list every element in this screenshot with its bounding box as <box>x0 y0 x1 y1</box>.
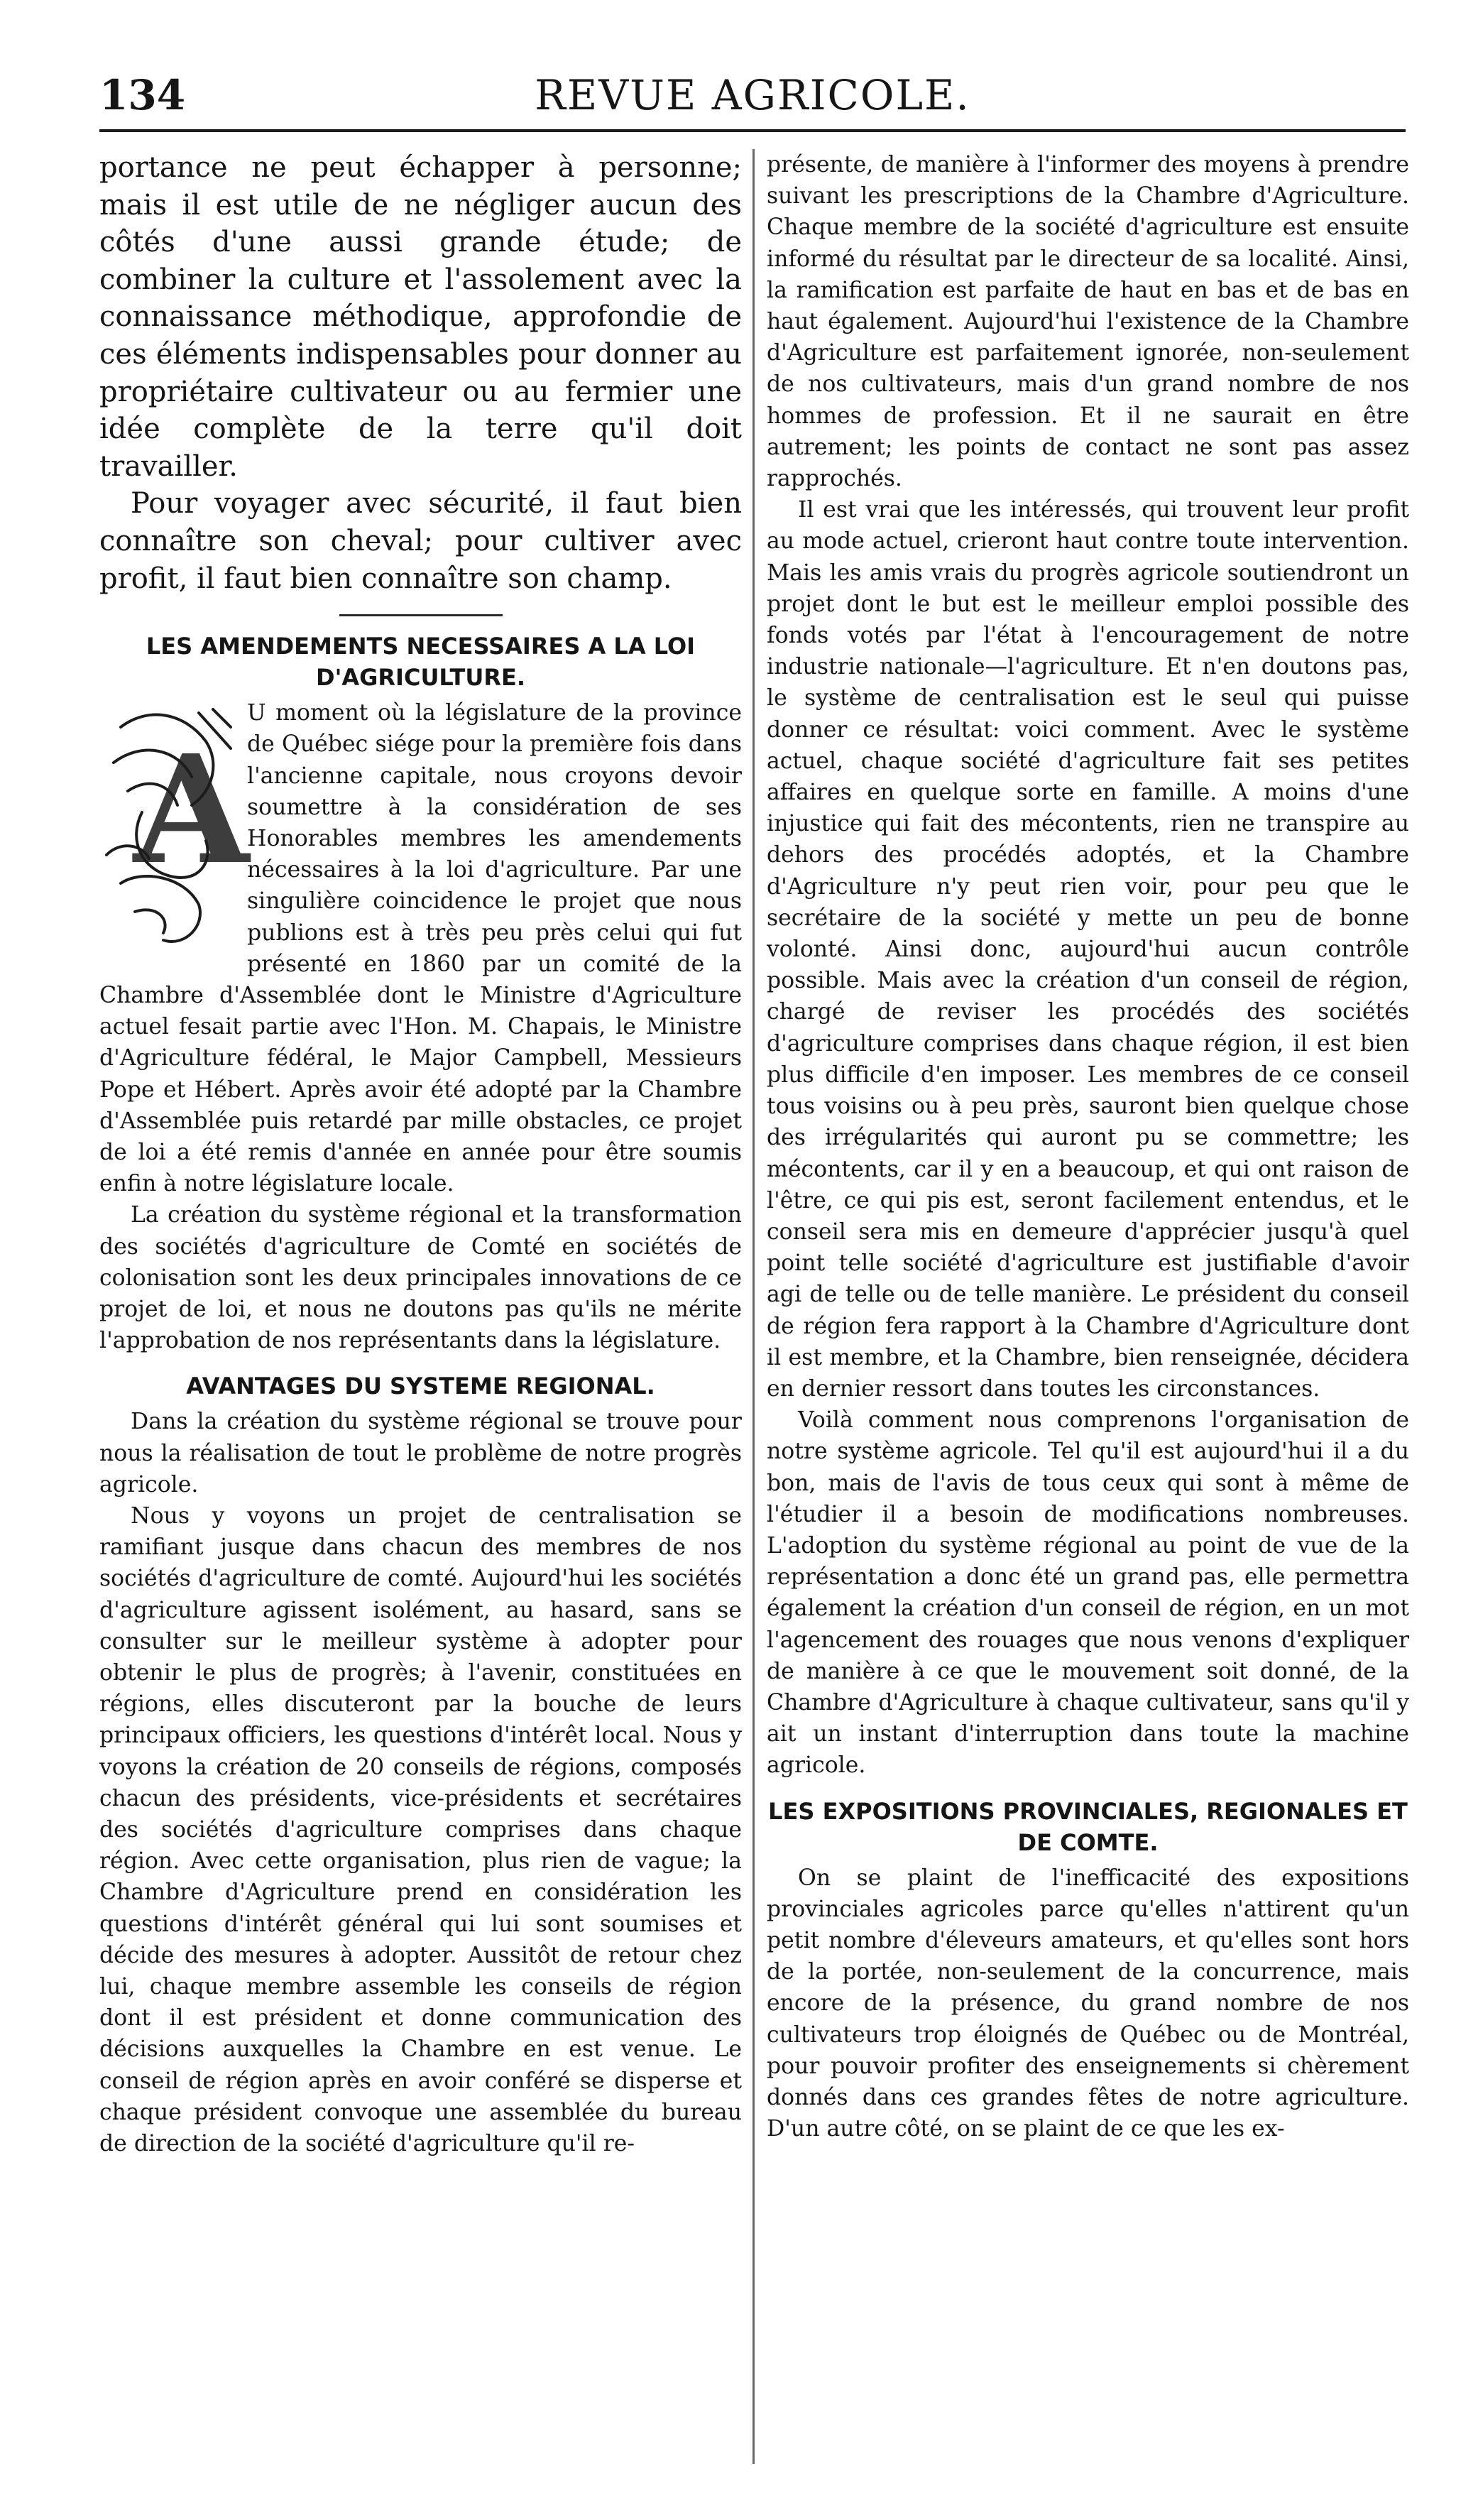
paragraph: Il est vrai que les intéressés, qui trouvent leur profit au mode actuel, crieront haut contre toute intervention. Mais les amis vrais du progrès agricole soutiendront un projet dont le but est le meilleur emploi possible des fonds votés par l'état à l'encouragement de notre industrie nationale—l'agriculture. Et n'en doutons pas, le système de centralisation est le seul qui puisse donner ce résultat: voici comment. Avec le système actuel, chaque société d'agriculture fait ses petites affaires en quelque sorte en famille. A moins d'une injustice qui fait des mécontents, rien ne transpire au dehors des procédés adoptés, et la Chambre d'Agriculture n'y peut rien voir, pour peu que le secrétaire de la société y mette un peu de bonne volonté. Ainsi donc, aujourd'hui aucun contrôle possible. Mais avec la création d'un conseil de région, chargé de reviser les procédés des sociétés d'agriculture comprises dans chaque région, il est bien plus difficile d'en imposer. Les membres de ce conseil tous voisins ou à peu près, sauront bien quelque chose des irrégularités qui auront pu se commettre; les mécontents, car il y en a beaucoup, et qui ont raison de l'être, ce qui pis est, seront facilement entendus, et le conseil sera mis en demeure d'apprécier jusqu'à quel point telle société d'agriculture est justifiable d'avoir agi de telle ou de telle manière. Le président du conseil de région fera rapport à la Chambre d'Agriculture dont il est membre, et la Chambre, bien renseignée, décidera en dernier ressort dans toutes les circonstances. <box>767 497 1409 1402</box>
section-heading: LES EXPOSITIONS PROVINCIALES, REGIONALES ET DE COMTE. <box>768 1797 1408 1856</box>
paragraph-with-dropcap <box>99 697 742 1199</box>
header-rule <box>99 129 1406 132</box>
paragraph: On se plaint de l'inefficacité des expositions provinciales agricoles parce qu'elles n'attirent qu'un petit nombre d'éleveurs amateurs, et qu'elles sont hors de la portée, non-seulement de la concurrence, mais encore de la présence, du grand nombre de nos cultivateurs trop éloignés de Québec ou de Montréal, pour pouvoir profiter des enseignements si chèrement donnés dans ces grandes fêtes de notre agriculture. D'un autre côté, on se plaint de ce que les ex- <box>767 1865 1409 2142</box>
paragraph: La création du système régional et la transformation des sociétés d'agriculture de Comté en sociétés de colonisation sont les deux principales innovations de ce projet de loi, et nous ne doutons pas qu'ils ne mérite l'approbation de nos représentants dans la législature. <box>99 1202 742 1354</box>
ornamental-dropcap <box>99 699 249 969</box>
section-divider <box>339 614 503 616</box>
page-header <box>99 65 1406 125</box>
paragraph: présente, de manière à l'informer des moyens à prendre suivant les prescriptions de la Chambre d'Agriculture. Chaque membre de la société d'agriculture est ensuite informé du résultat par le directeur de sa localité. Ainsi, la ramification est parfaite de haut en bas et de bas en haut également. Aujourd'hui l'existence de la Chambre d'Agriculture est parfaitement ignorée, non-seulement de nos cultivateurs, mais d'un grand nombre de nos hommes de profession. Et il ne saurait en être autrement; les points de contact ne sont pas assez rapprochés. <box>767 152 1409 492</box>
dropcap-letter: A <box>133 722 249 898</box>
right-column <box>767 149 1409 2471</box>
paragraph: portance ne peut échapper à personne; mais il est utile de ne négliger aucun des côtés d'une aussi grande étude; de combiner la culture et l'assolement avec la connaissance méthodique, approfondie de ces éléments indispensables pour donner au propriétaire cultivateur ou au fermier une idée complète de la terre qu'il doit travailler. <box>99 151 742 483</box>
running-title: REVUE AGRICOLE. <box>535 71 970 119</box>
dropcap-ornament-icon <box>99 699 249 969</box>
left-column <box>99 149 742 2471</box>
page-number: 134 <box>99 71 186 119</box>
section-heading: LES AMENDEMENTS NECESSAIRES A LA LOI D'AGRICULTURE. <box>146 633 696 692</box>
paragraph: Nous y voyons un projet de centralisation se ramifiant jusque dans chacun des membres de nos sociétés d'agriculture de comté. Aujourd'hui les sociétés d'agriculture agissent isolément, au hasard, sans se consulter sur le meilleur système à adopter pour obtenir le plus de progrès; à l'avenir, constituées en régions, elles discuteront par la bouche de leurs principaux officiers, les questions d'intérêt local. Nous y voyons la création de 20 conseils de régions, composés chacun des présidents, vice-présidents et secrétaires des sociétés d'agriculture comprises dans chaque région. Avec cette organisation, plus rien de vague; la Chambre d'Agriculture prend en considération les questions d'intérêt général qui lui sont soumises et décide des mesures à adopter. Aussitôt de retour chez lui, chaque membre assemble les conseils de région dont il est président et donne communication des décisions auxquelles la Chambre en est venue. Le conseil de région après en avoir conféré se disperse et chaque président convoque une assemblée du bureau de direction de la société d'agriculture qu'il re- <box>99 1503 742 2157</box>
paragraph: Pour voyager avec sécurité, il faut bien connaître son cheval; pour cultiver avec profit, il faut bien connaître son champ. <box>99 487 742 595</box>
paragraph-text: U moment où la législature de la province de Québec siége pour la première fois dans l'ancienne capitale, nous croyons devoir soumettre à la considération de ses Honorables membres les amendements nécessaires à la loi d'agriculture. Par une singulière coincidence le projet que nous publions est à très peu près celui qui fut présenté en 1860 par un comité de la Chambre d'Assemblée dont le Ministre d'Agriculture actuel fesait partie avec l'Hon. M. Chapais, le Ministre d'Agriculture fédéral, le Major Campbell, Messieurs Pope et Hébert. Après avoir été adopté par la Chambre d'Assemblée puis retardé par mille obstacles, ce projet de loi a été remis d'année en année pour être soumis enfin à notre législature locale. <box>99 700 742 1197</box>
column-divider <box>752 149 755 2464</box>
paragraph: Voilà comment nous comprenons l'organisation de notre système agricole. Tel qu'il est aujourd'hui il a du bon, mais de l'avis de tous ceux qui sont à même de l'étudier il a besoin de modifications nombreuses. L'adoption du système régional au point de vue de la représentation a donc été un grand pas, elle permettra également la création d'un conseil de région, en un mot l'agencement des rouages que nous venons d'expliquer de manière à ce que le mouvement soit donné, de la Chambre d'Agriculture à chaque cultivateur, sans qu'il y ait un instant d'interruption dans toute la machine agricole. <box>767 1407 1409 1779</box>
paragraph: Dans la création du système régional se trouve pour nous la réalisation de tout le problème de notre progrès agricole. <box>99 1409 742 1498</box>
section-heading: AVANTAGES DU SYSTEME REGIONAL. <box>186 1373 655 1400</box>
